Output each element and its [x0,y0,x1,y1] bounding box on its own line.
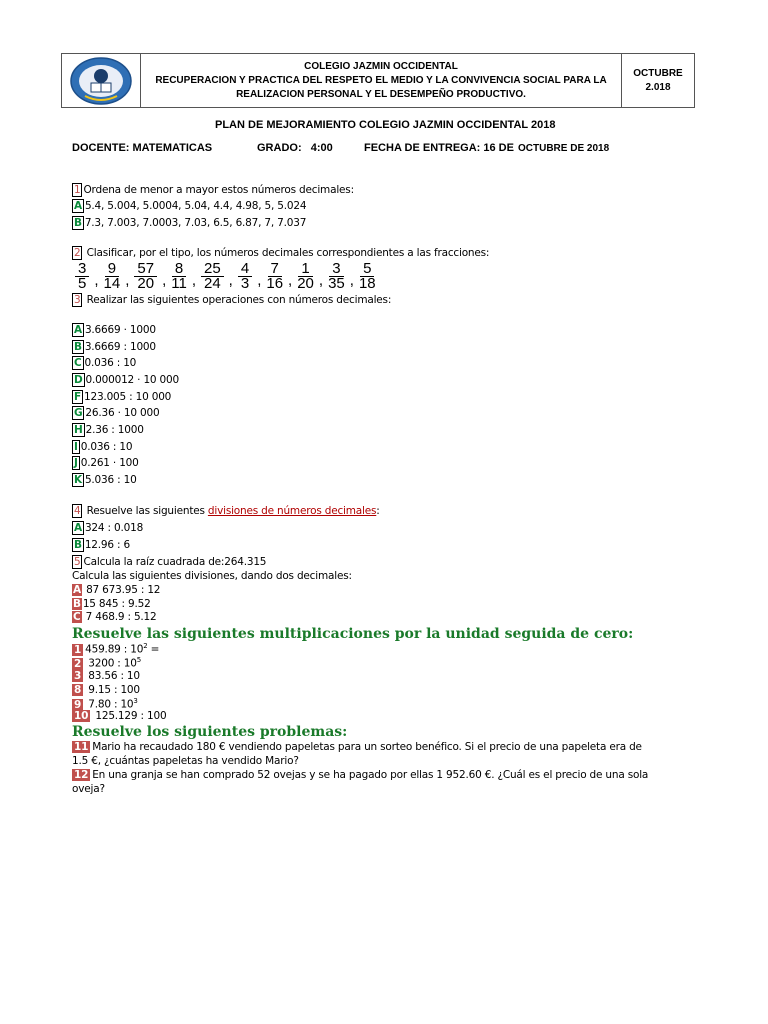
q3-item [72,423,144,437]
question-2 [72,246,489,260]
fecha-value: OCTUBRE DE 2018 [518,143,610,154]
fraction-denominator: 14 [103,274,121,291]
item-text: 7.80 : 10 [85,698,134,711]
mult-item [72,697,138,711]
q4-item-b [72,538,130,552]
fraction-denominator: 16 [266,274,284,291]
item-text: 3200 : 10 [85,657,137,670]
item-after: = [147,643,160,656]
fraction [238,262,252,291]
fraction-numerator: 7 [268,262,282,277]
division-item-c [72,611,157,623]
fraction-numerator: 3 [75,262,89,277]
item-letter: A [74,522,82,534]
question-text: Ordena de menor a mayor estos números decimales: [83,184,354,196]
fraction-separator: , [94,271,99,289]
item-exponent: 2 [143,642,148,650]
item-text: 459.89 : 10 [85,643,144,656]
q3-item [72,323,156,337]
item-letter: A [74,324,82,336]
item-number: 3 [74,670,82,682]
problem-text: En una granja se han comprado 52 ovejas y se ha pagado por ellas 1 952.60 €. ¿Cuál es el precio de una sola [92,769,649,781]
item-text: 324 : 0.018 [84,522,144,534]
fraction [75,262,89,291]
fraction-separator: , [318,271,324,289]
item-text: 0.000012 · 10 000 [85,374,179,386]
item-text: 5.036 : 10 [84,474,137,486]
problem-text: Mario ha recaudado 180 € vendiendo papeletas para un sorteo benéfico. Si el precio de una papeleta era de [92,741,642,753]
fraction-numerator: 1 [298,262,312,277]
item-letter: I [74,441,78,453]
problem-number: 12 [74,769,89,781]
item-text: 87 673.95 : 12 [82,584,161,596]
docente-label: DOCENTE: MATEMATICAS [72,142,213,154]
q3-item [72,340,156,354]
item-letter: C [74,357,82,369]
q1-item-b [72,216,306,230]
fraction-numerator: 57 [134,262,157,277]
problem-11-line-2: 1.5 €, ¿cuántas papeletas ha vendido Mario? [72,755,299,767]
question-text: Realizar las siguientes operaciones con números decimales: [83,294,392,306]
problems-title: Resuelve los siguientes problemas: [72,724,348,740]
item-text: 2.36 : 1000 [85,424,144,436]
item-letter: B [74,341,82,353]
question-4 [72,504,380,518]
item-exponent: 3 [133,697,138,705]
fraction-separator: , [125,271,130,289]
fraction-numerator: 4 [238,262,252,277]
item-letter: K [74,474,82,486]
q3-item [72,390,171,404]
school-name: COLEGIO JAZMIN OCCIDENTAL [304,60,458,72]
item-letter: J [74,457,78,469]
fraction [134,262,157,291]
item-number: 10 [74,710,89,722]
fraction [297,262,314,291]
fraction-denominator: 5 [78,274,87,291]
item-text: 9.15 : 100 [85,684,140,696]
fraction-denominator: 3 [240,274,250,291]
q3-item [72,406,159,420]
item-text: 0.261 · 100 [80,457,139,469]
divisions-link[interactable]: divisiones de números decimales [207,505,377,517]
fraction-numerator: 3 [329,262,343,277]
fraction-numerator: 8 [172,262,186,277]
plan-title: PLAN DE MEJORAMIENTO COLEGIO JAZMIN OCCIDENTAL 2018 [215,119,556,131]
q3-item [72,473,137,487]
fraction-denominator: 24 [203,274,221,291]
fraction [171,262,187,291]
item-number: 8 [74,684,82,696]
fraction [201,262,224,291]
fraction [328,262,345,291]
question-1 [72,183,354,197]
mult-item [72,710,166,722]
item-number: 2 [74,657,82,670]
question-number: 5 [74,556,81,568]
fraction-numerator: 25 [201,262,224,277]
question-number: 4 [74,505,81,517]
fraction [104,262,121,291]
problem-12-line-2: oveja? [72,783,105,795]
fraction-denominator: 20 [297,274,314,291]
item-text: 26.36 · 10 000 [85,407,160,419]
question-text: Clasificar, por el tipo, los números decimales correspondientes a las fracciones: [83,247,490,259]
item-letter: A [73,584,81,596]
item-letter: D [74,374,83,386]
q3-item [72,456,139,470]
item-text: 125.129 : 100 [92,710,167,722]
header-year: 2.018 [645,81,671,93]
item-number: 1 [74,643,82,656]
item-letter: G [74,407,83,419]
question-number: 1 [74,184,81,196]
fraction-numerator: 9 [105,262,119,277]
mult-item [72,670,140,682]
question-number: 2 [74,247,81,259]
q3-item [72,440,132,454]
division-item-b [72,598,151,610]
item-number: 9 [74,698,82,711]
fraction-separator: , [162,271,167,289]
item-text: 5.4, 5.004, 5.0004, 5.04, 4.4, 4.98, 5, 5.024 [84,200,307,212]
problem-number: 11 [74,741,89,753]
question-number: 3 [74,294,81,306]
question-5 [72,555,266,569]
mult-item [72,642,159,656]
item-text: 3.6669 · 1000 [84,324,156,336]
mult-item [72,656,141,670]
q3-item [72,356,136,370]
item-text: 0.036 : 10 [84,357,137,369]
q1-item-a [72,199,306,213]
item-text: 3.6669 : 1000 [84,341,156,353]
fraction-denominator: 18 [358,274,376,291]
fraction [266,262,283,291]
item-text: 15 845 : 9.52 [82,598,151,610]
problem-11-line-1 [72,741,642,753]
item-letter: H [74,424,83,436]
item-letter: F [74,391,81,403]
header-month: OCTUBRE [633,67,683,79]
fraction-separator: , [349,271,354,289]
grado-label: GRADO: 4:00 [257,142,333,154]
logo-cell [62,54,141,108]
question-3 [72,293,391,307]
division-item-a [72,584,160,596]
school-logo [69,56,133,106]
q3-item [72,373,179,387]
header-date-cell [622,54,695,108]
question-text: Calcula la raíz cuadrada de:264.315 [83,556,267,568]
fraction-separator: , [228,271,233,289]
question-text-end: : [376,505,380,517]
header-text-cell [141,54,622,108]
item-letter: B [74,217,82,229]
header-table [61,53,695,108]
item-letter: C [73,611,81,623]
fecha-label: FECHA DE ENTREGA: 16 DE [364,142,514,154]
item-letter: B [73,598,81,610]
q4-item-a [72,521,143,535]
item-letter: A [74,200,82,212]
item-text: 7 468.9 : 5.12 [82,611,157,623]
multiplications-title: Resuelve las siguientes multiplicaciones por la unidad seguida de cero: [72,626,634,642]
item-text: 83.56 : 10 [85,670,140,682]
fraction-separator: , [191,271,196,289]
item-text: 7.3, 7.003, 7.0003, 7.03, 6.5, 6.87, 7, 7.037 [84,217,307,229]
mult-item [72,684,140,696]
fraction-denominator: 35 [328,274,345,291]
question-text: Resuelve las siguientes [83,505,208,517]
divisions-intro: Calcula las siguientes divisiones, dando dos decimales: [72,570,352,582]
fraction-denominator: 20 [137,274,155,291]
item-text: 0.036 : 10 [80,441,133,453]
problem-12-line-1 [72,769,648,781]
fraction-separator: , [257,271,262,289]
header-subtitle: RECUPERACION Y PRACTICA DEL RESPETO EL MEDIO Y LA CONVIVENCIA SOCIAL PARA LA REALIZACION PERSONAL Y EL DESEMPEÑO PRODUCTIVO. [155,74,607,100]
fraction-numerator: 5 [360,262,374,277]
fraction [359,262,376,291]
fraction-denominator: 11 [171,274,187,291]
item-exponent: 5 [136,656,142,664]
fractions-row [72,261,444,291]
item-text: 123.005 : 10 000 [83,391,172,403]
fraction-separator: , [288,271,293,289]
item-letter: B [74,539,82,551]
item-text: 12.96 : 6 [84,539,130,551]
